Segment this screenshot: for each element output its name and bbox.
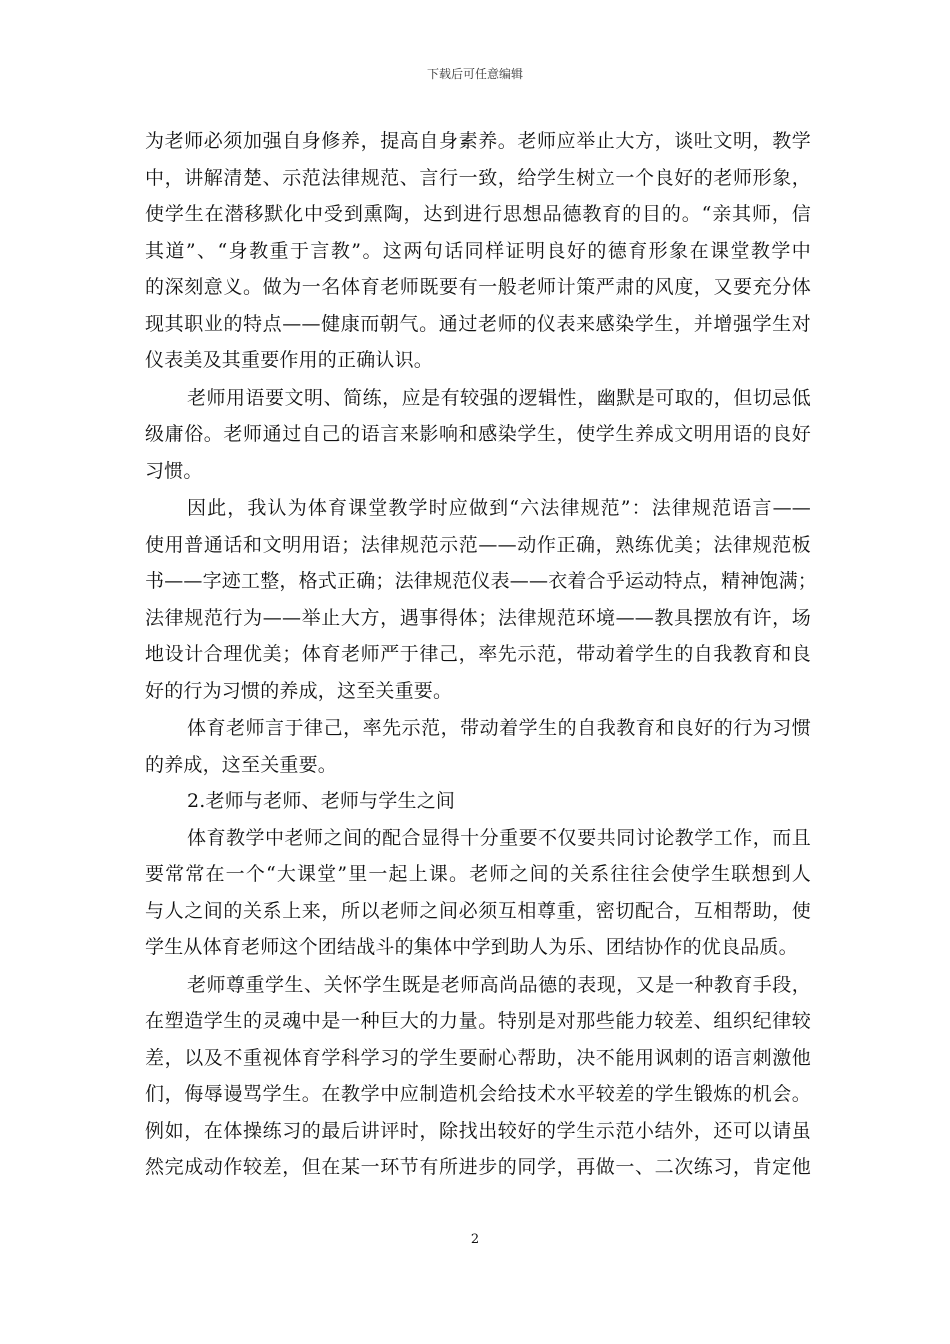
text-line: 地设计合理优美；体育老师严于律己，率先示范，带动着学生的自我教育和良 xyxy=(145,643,811,665)
text-line: 好的行为习惯的养成，这至关重要。 xyxy=(145,679,453,702)
text-line: 学生从体育老师这个团结战斗的集体中学到助人为乐、团结协作的优良品质。 xyxy=(145,936,798,958)
text-line: 仪表美及其重要作用的正确认识。 xyxy=(145,349,434,371)
section-heading xyxy=(145,783,811,820)
text-line: 法律规范行为——举止大方，遇事得体；法律规范环境——教具摆放有许，场 xyxy=(145,606,811,629)
text-line: 的深刻意义。做为一名体育老师既要有一般老师计策严肃的风度，又要充分体 xyxy=(145,276,811,298)
text-line: 级庸俗。老师通过自己的语言来影响和感染学生，使学生养成文明用语的良好 xyxy=(145,423,811,445)
text-line: 要常常在一个“大课堂”里一起上课。老师之间的关系往往会使学生联想到人 xyxy=(145,863,811,885)
paragraph xyxy=(145,123,811,379)
text-line: 老师用语要文明、简练，应是有较强的逻辑性，幽默是可取的，但切忌低 xyxy=(187,386,811,409)
page-header: 下载后可任意编辑 xyxy=(426,67,523,81)
page-number: 2 xyxy=(470,1232,480,1247)
paragraph xyxy=(145,820,811,966)
document-body xyxy=(145,123,818,1186)
text-line: 为老师必须加强自身修养，提高自身素养。老师应举止大方，谈吐文明，教学 xyxy=(145,130,811,152)
text-line: 的养成，这至关重要。 xyxy=(145,753,338,776)
text-line: 例如，在体操练习的最后讲评时，除找出较好的学生示范小结外，还可以请虽 xyxy=(145,1119,811,1142)
text-line: 习惯。 xyxy=(145,459,203,482)
text-line: 其道”、“身教重于言教”。这两句话同样证明良好的德育形象在课堂教学中 xyxy=(145,239,811,262)
text-line: 使用普通话和文明用语；法律规范示范——动作正确，熟练优美；法律规范板 xyxy=(145,533,811,556)
text-line: 们，侮辱谩骂学生。在教学中应制造机会给技术水平较差的学生锻炼的机会。 xyxy=(145,1083,811,1105)
text-line: 差，以及不重视体育学科学习的学生要耐心帮助，决不能用讽刺的语言刺激他 xyxy=(145,1046,811,1069)
text-line: 体育教学中老师之间的配合显得十分重要不仅要共同讨论教学工作，而且 xyxy=(187,826,811,849)
text-line: 因此，我认为体育课堂教学时应做到“六法律规范”：法律规范语言—— xyxy=(187,497,811,519)
text-line: 使学生在潜移默化中受到熏陶，达到进行思想品德教育的目的。“亲其师，信 xyxy=(145,203,811,225)
text-line: 老师尊重学生、关怀学生既是老师高尚品德的表现，又是一种教育手段， xyxy=(187,973,811,996)
text-line: 在塑造学生的灵魂中是一种巨大的力量。特别是对那些能力较差、组织纪律较 xyxy=(145,1010,811,1032)
text-line: 与人之间的关系上来，所以老师之间必须互相尊重，密切配合，互相帮助，使 xyxy=(145,899,811,922)
paragraph xyxy=(145,490,818,709)
text-line: 现其职业的特点——健康而朝气。通过老师的仪表来感染学生，并增强学生对 xyxy=(145,312,811,335)
heading-text: 2.老师与老师、老师与学生之间 xyxy=(187,790,456,812)
text-line: 然完成动作较差，但在某一环节有所进步的同学，再做一、二次练习，肯定他 xyxy=(145,1156,811,1178)
paragraph xyxy=(145,967,811,1186)
text-line: 中，讲解清楚、示范法律规范、言行一致，给学生树立一个良好的老师形象， xyxy=(145,166,811,189)
text-line: 体育老师言于律己，率先示范，带动着学生的自我教育和良好的行为习惯 xyxy=(187,717,811,739)
paragraph xyxy=(145,710,811,783)
text-line: 书——字迹工整，格式正确；法律规范仪表——衣着合乎运动特点，精神饱满； xyxy=(145,570,818,592)
paragraph xyxy=(145,380,811,490)
